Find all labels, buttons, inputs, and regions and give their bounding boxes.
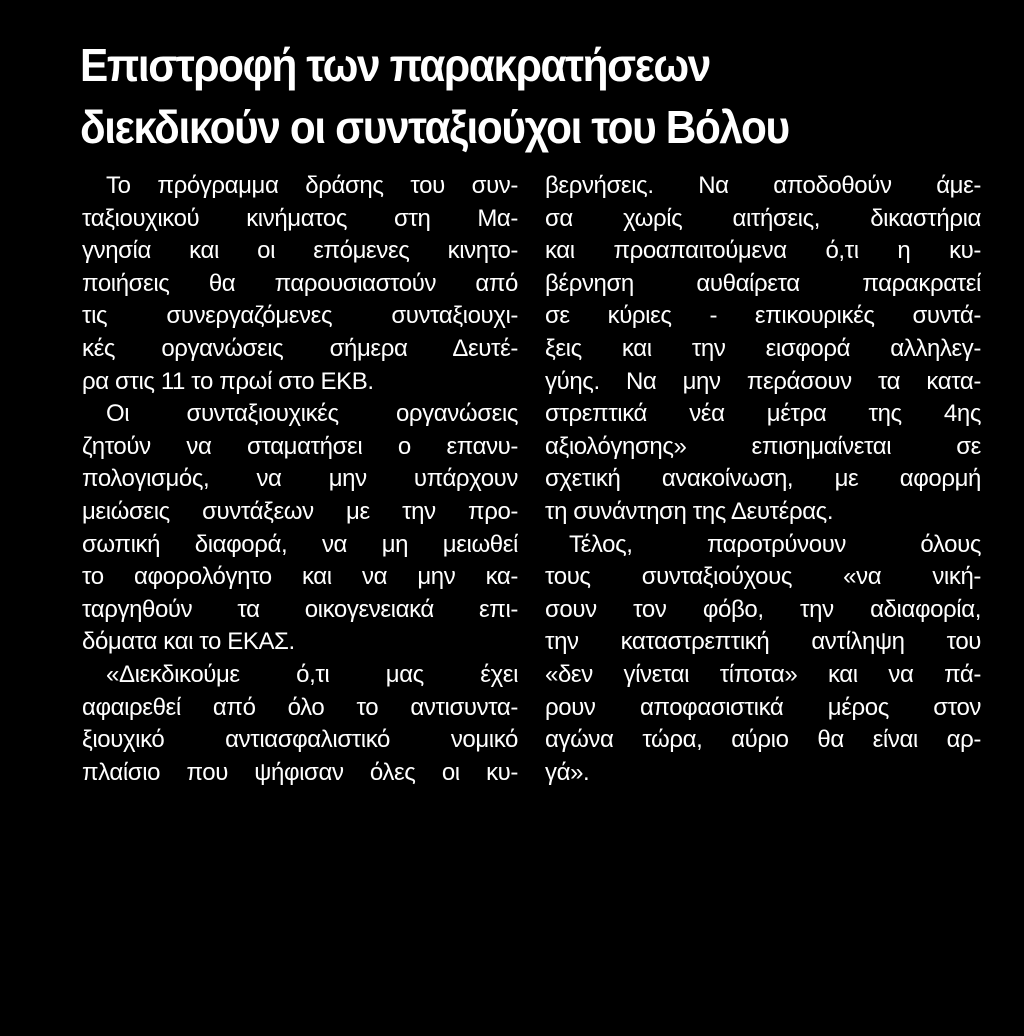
paragraph-1-line: ταξιουχικού κινήματος στη Μα- xyxy=(82,204,518,232)
paragraph-1-line: ποιήσεις θα παρουσιαστούν από xyxy=(82,269,518,297)
paragraph-2-line: σωπική διαφορά, να μη μειωθεί xyxy=(82,530,518,558)
paragraph-3-line: βερνήσεις. Να αποδοθούν άμε- xyxy=(545,172,981,199)
paragraph-4-line: Τέλος, παροτρύνουν όλους xyxy=(569,530,981,558)
paragraph-3-line: πλαίσιο που ψήφισαν όλες οι κυ- xyxy=(82,758,518,786)
headline-line-1: Επιστροφή των παρακρατήσεων xyxy=(80,39,710,91)
paragraph-3-line: γύης. Να μην περάσουν τα κατα- xyxy=(545,367,981,395)
paragraph-3-line: «Διεκδικούμε ό,τι μας έχει xyxy=(106,660,518,688)
paragraph-3-line: τη συνάντηση της Δευτέρας. xyxy=(545,497,834,525)
paragraph-1-line: Το πρόγραμμα δράσης του συν- xyxy=(106,172,518,199)
paragraph-2-line: δόματα και το ΕΚΑΣ. xyxy=(82,628,295,656)
paragraph-1-line: τις συνεργαζόμενες συνταξιουχι- xyxy=(82,302,518,330)
paragraph-4-line: ρουν αποφασιστικά μέρος στον xyxy=(545,693,981,721)
paragraph-3-line: ξιουχικό αντιασφαλιστικό νομικό xyxy=(82,726,518,754)
paragraph-4-line: την καταστρεπτική αντίληψη του xyxy=(545,628,981,656)
paragraph-3-line: βέρνηση αυθαίρετα παρακρατεί xyxy=(545,269,981,297)
paragraph-3-line: ξεις και την εισφορά αλληλεγ- xyxy=(545,334,981,362)
paragraph-4-line: τους συνταξιούχους «να νική- xyxy=(545,563,981,591)
article-headline xyxy=(80,34,890,158)
left-column xyxy=(82,170,518,789)
paragraph-3-line: σε κύριες - επικουρικές συντά- xyxy=(545,302,981,330)
right-column xyxy=(545,170,981,789)
paragraph-3-line: αφαιρεθεί από όλο το αντισυντα- xyxy=(82,693,518,721)
paragraph-4-line: σουν τον φόβο, την αδιαφορία, xyxy=(545,595,981,623)
paragraph-2-line: Οι συνταξιουχικές οργανώσεις xyxy=(106,400,518,428)
paragraph-4-line: γά». xyxy=(545,758,590,786)
paragraph-4-line: «δεν γίνεται τίποτα» και να πά- xyxy=(545,660,981,688)
paragraph-3-line: στρεπτικά νέα μέτρα της 4ης xyxy=(545,400,981,428)
paragraph-3-line: σα χωρίς αιτήσεις, δικαστήρια xyxy=(545,204,981,232)
paragraph-1-line: ρα στις 11 το πρωί στο ΕΚΒ. xyxy=(82,367,374,395)
paragraph-2-line: ταργηθούν τα οικογενειακά επι- xyxy=(82,595,518,623)
paragraph-2-line: πολογισμός, να μην υπάρχουν xyxy=(82,465,518,493)
paragraph-4-line: αγώνα τώρα, αύριο θα είναι αρ- xyxy=(545,726,981,754)
paragraph-1-line: κές οργανώσεις σήμερα Δευτέ- xyxy=(82,334,518,362)
paragraph-2-line: ζητούν να σταματήσει ο επανυ- xyxy=(82,432,518,460)
paragraph-2-line: το αφορολόγητο και να μην κα- xyxy=(82,563,518,591)
paragraph-3-line: σχετική ανακοίνωση, με αφορμή xyxy=(545,465,981,493)
paragraph-3-line: και προαπαιτούμενα ό,τι η κυ- xyxy=(545,237,981,265)
paragraph-3-line: αξιολόγησης» επισημαίνεται σε xyxy=(545,432,981,460)
paragraph-2-line: μειώσεις συντάξεων με την προ- xyxy=(82,497,518,525)
paragraph-1-line: γνησία και οι επόμενες κινητο- xyxy=(82,237,518,265)
headline-line-2: διεκδικούν οι συνταξιούχοι του Βόλου xyxy=(80,101,789,153)
